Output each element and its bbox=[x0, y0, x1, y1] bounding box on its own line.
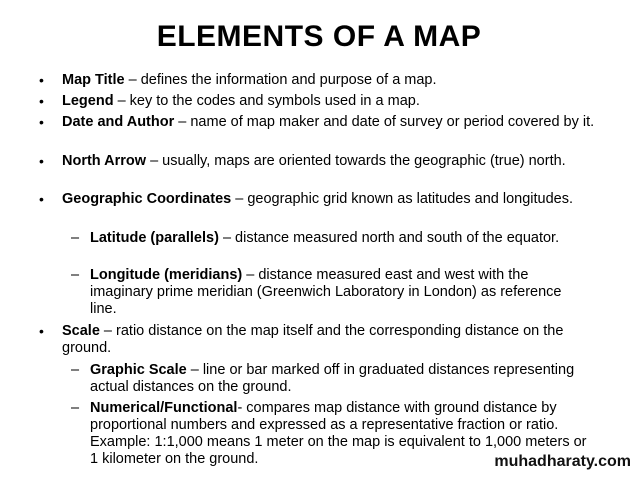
item-text: – usually, maps are oriented towards the geographic (true) north. bbox=[146, 153, 566, 169]
sub-list-item bbox=[90, 362, 590, 396]
item-term: Latitude (parallels) bbox=[90, 230, 219, 246]
sub-list-item bbox=[90, 267, 590, 318]
dash-icon: – bbox=[71, 362, 80, 378]
item-term: Longitude (meridians) bbox=[90, 267, 243, 283]
list-item bbox=[62, 153, 607, 170]
dash-icon: – bbox=[71, 400, 80, 416]
item-term: Geographic Coordinates bbox=[62, 191, 232, 207]
item-text: – key to the codes and symbols used in a map. bbox=[113, 93, 420, 109]
bullet-icon: • bbox=[39, 153, 44, 169]
watermark: muhadharaty.com bbox=[494, 453, 631, 470]
bullet-icon: • bbox=[39, 323, 44, 339]
slide-title: ELEMENTS OF A MAP bbox=[156, 20, 482, 53]
item-text: – name of map maker and date of survey or period covered by it. bbox=[174, 114, 595, 130]
sub-list-item bbox=[90, 230, 590, 247]
dash-icon: – bbox=[71, 267, 80, 283]
item-text: – geographic grid known as latitudes and longitudes. bbox=[231, 191, 573, 207]
item-term: Map Title bbox=[62, 72, 125, 88]
list-item bbox=[62, 191, 607, 208]
list-item bbox=[62, 114, 607, 131]
item-text: – distance measured north and south of the equator. bbox=[218, 230, 560, 246]
item-term: North Arrow bbox=[62, 153, 147, 169]
item-text: – line or bar marked off in graduated distances representing actual distances on the ground. bbox=[90, 362, 575, 395]
dash-icon: – bbox=[71, 230, 80, 246]
list-item bbox=[62, 323, 607, 357]
bullet-icon: • bbox=[39, 93, 44, 109]
bullet-icon: • bbox=[39, 72, 44, 88]
item-term: Legend bbox=[62, 93, 114, 109]
item-text: – ratio distance on the map itself and the corresponding distance on the ground. bbox=[62, 323, 564, 356]
bullet-icon: • bbox=[39, 114, 44, 130]
item-term: Graphic Scale bbox=[90, 362, 187, 378]
item-text: - compares map distance with ground distance by proportional numbers and expressed as a representative fraction or ratio. Example: 1:1,000 means 1 meter on the map is equivalent to 1,000 meters or 1 kilometer on the ground. bbox=[90, 400, 587, 467]
item-term: Scale bbox=[62, 323, 100, 339]
item-term: Date and Author bbox=[62, 114, 175, 130]
list-item bbox=[62, 93, 607, 110]
item-text: – defines the information and purpose of a map. bbox=[124, 72, 437, 88]
bullet-icon: • bbox=[39, 191, 44, 207]
item-text: – distance measured east and west with the imaginary prime meridian (Greenwich Laboratory in London) as reference line. bbox=[90, 267, 562, 317]
list-item bbox=[62, 72, 607, 89]
item-term: Numerical/Functional bbox=[90, 400, 238, 416]
